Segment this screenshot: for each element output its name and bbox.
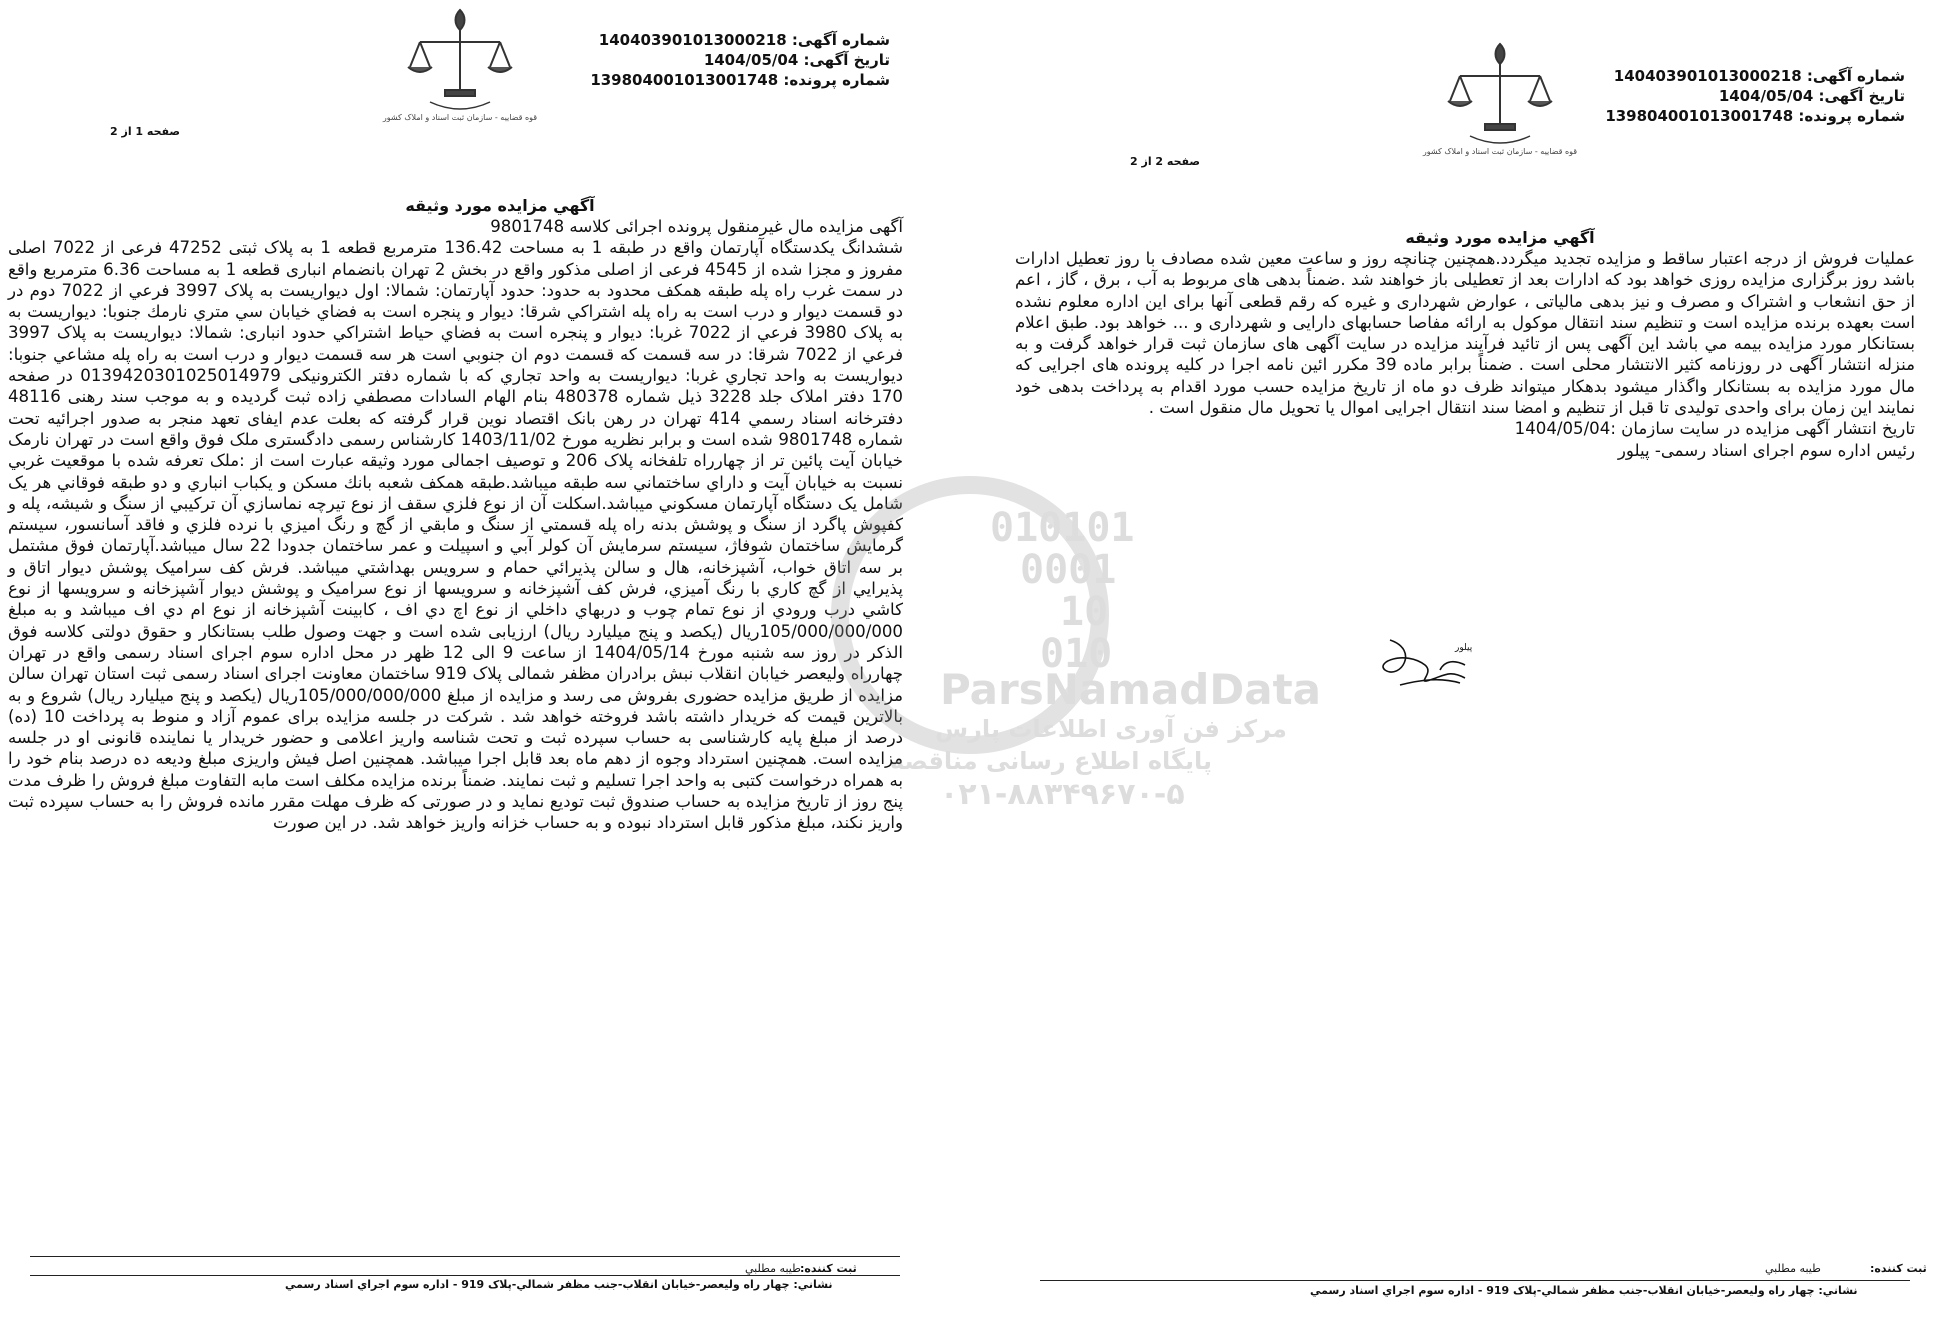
scales-emblem-icon [1422, 36, 1578, 161]
right-paragraph-main: عملیات فروش از درجه اعتبار ساقط و مزایده تجدید میگردد.همچنین چنانچه روز و ساعت معین شده مصادف با روز تعطیل ادارات باشد روز برگزاری مزایده روزی خواهد بود که ادارات بعد از تعطیلی باز خواهند شد .ضمناً بدهی های مربوط به آب ، برق ، گاز ، اعم از حق انشعاب و اشتراک و مصرف و نیز بدهی مالیاتی ، عوارض شهرداری و غیره که رقم قطعی آنها برای این اداره معلوم نشده است بعهده برنده مزایده است و تنظیم سند انتقال موکول به ارائه مفاصا حسابهای دارایی و شهرداری و ... خواهد بود. طبق اعلام بستانکار مورد مزایده بیمه مي باشد این آگهی پس از تائید فرآیند مزایده در سایت آگهی های سازمان ثبت قرار خواهد گرفت و به منزله انتشار آگهی در روزنامه کثیر الانتشار محلی است . ضمناً برابر ماده 39 مکرر ائین نامه اجرا در کلیه پرونده های اجرایی که مال مورد مزایده به بستانکار واگذار میشود بدهکار میتواند ظرف دو ماه از تاریخ مزایده حسب مورد اقدام به پرداخت بدهی خود نمایند این زمان برای واحدی تولیدی تا قبل از تنظیم و امضا سند انتقال اجرایی اموال یا تحویل مال منقول است . [1015, 249, 1915, 418]
notice-number: شماره آگهی: 140403901013000218 [1613, 67, 1905, 85]
left-paragraph-main: ششدانگ یکدستگاه آپارتمان واقع در طبقه 1 به مساحت 136.42 مترمربع قطعه 1 به پلاک ثبتی 47252 فرعی از 7022 اصلی مفروز و مجزا شده از 4545 فرعی از اصلی مذکور واقع در بخش 2 تهران بانضمام انباری قطعه 1 به مساحت 6.36 مترمربع واقع در سمت غرب راه پله طبقه همکف محدود به حدود: حدود آپارتمان: شمالا: اول دیواریست به پلاک 3997 فرعي از 7022 دوم در دو قسمت دیوار و درب است به راه پله اشتراکي شرقا: دیوار و پنجره است به فضاي خيابان سي متري نارمك جنوبا: دیواریست به به پلاک 3980 فرعي از 7022 غربا: دیوار و پنجره است به فضاي حياط اشتراكي حدود انباری: شمالا: ديواريست به پلاک 3997 فرعي از 7022 شرقا: در سه قسمت كه قسمت دوم ان جنوبي است هر سه قسمت ديوار و درب است به راه پله مشاعي جنوبا: ديواريست به واحد تجاري غربا: ديواريست به واحد تجاري كه با شماره دفتر الکترونیکی 013942030102501497‬9 در صفحه 170 دفتر املاک جلد 3228 ذیل شماره 480378 بنام الهام السادات مصطفي زاده ثبت گردیده و به موجب سند رهنی 48116 دفترخانه اسناد رسمي 414 تهران در رهن بانک اقتصاد نوین قرار گرفته که بعلت عدم ایفای تعهد منجر به صدور اجرائیه تحت شماره 9801748 شده است و برابر نظریه مورخ 1403/11/02 کارشناس رسمی دادگستری ملک فوق واقع است در تهران نارمک خیابان آیت پائین تر از چهارراه تلفخانه پلاک 206 و توصیف اجمالی مورد وثیقه عبارت است از :ملک تعرفه شده با موقعیت غربي نسبت به خيابان آيت و داراي ساختماني سه طبقه ميباشد.طبقه همكف شعبه بانك مسكن و يكباب انباري و دو طبقه فوقاني هر يک شامل يک دستگاه آپارتمان مسکوني ميباشد.اسکلت آن از نوع فلزي سقف از نوع تيرچه نماسازي آن ترکيبي از سنگ و شيشه، پله و کفپوش پاگرد از سنگ و پوشش بدنه راه پله قسمتي از سنگ و مابقي از گچ و رنگ اميزي با نرده فلزي و فاقد آسانسور، سيستم گرمايش ساختمان شوفاژ، سيستم سرمايش آن کولر آبي و اسپيلت و عمر ساختمان جدودا 22 سال ميباشد.آپارتمان فوق مشتمل بر سه اتاق خواب، آشپزخانه، هال و سالن پذيرائي حمام و سرويس بهداشتي ميباشد. فرش کف سراميک پوشش ديوار اتاق و پذيرايي از گچ کاري با رنگ آميزي، فرش کف آشپزخانه و سرويسها از نوع سراميک و پوشش ديوار آشپزخانه و سرويسها از نوع کاشي درب ورودي از نوع تمام چوب و دربهاي داخلي از نوع اچ دي اف ، کابينت آشپزخانه از نوع ام دي اف ميباشد و به مبلغ 105/000/000/000ريال (يکصد و پنج ميليارد ريال) ارزيابی شده است و جهت وصول طلب بستانکار و حقوق دولتی کلاسه فوق الذکر در روز سه شنبه مورخ 1404/05/14 از ساعت 9 الی 12 ظهر در محل اداره سوم اجرای اسناد رسمی واقع در تهران چهارراه وليعصر خيابان انقلاب نبش برادران مظفر شمالی پلاک 919 ساختمان معاونت اجرای اسناد رسمی ثبت استان تهران سالن مزایده از طریق مزایده حضوری بفروش می رسد و مزایده از مبلغ 105/000/000/000ريال (يکصد و پنج ميليارد ريال) شروع و به بالاترین قیمت که خریدار داشته باشد فروخته خواهد شد . شرکت در جلسه مزایده برای عموم آزاد و منوط به پرداخت 10 (ده) درصد از مبلغ پایه کارشناسی به حساب سپرده ثبت و تحت شناسه واریز اعلامی و حضور خریدار یا نماینده قانونی او در جلسه مزایده است. همچنین استرداد وجوه از دهم ماه بعد قابل اجرا میباشد. همچنین اصل فیش واریزی مبلغ ودیعه ده درصد بنام خود را به همراه درخواست کتبی به واحد اجرا تسلیم و ثبت نمایند. ضمناً برنده مزایده مکلف است مابه التفاوت مبلغ فروش را ظرف مدت پنج روز از تاریخ مزایده به حساب صندوق ثبت تودیع نماید و در صورتی که ظرف مهلت مقرر مانده فروش را به حساب سپرده ثبت واریز نکند، مبلغ مذکور قابل استرداد نبوده و به حساب خزانه واریز خواهد شد. در این صورت [8, 238, 904, 833]
left-ad-body [8, 216, 903, 834]
judiciary-emblem [1422, 36, 1578, 161]
notice-date: تاریخ آگهی: 1404/05/04 [1718, 87, 1905, 105]
left-footer-divider-2 [30, 1275, 900, 1276]
watermark-digits-4: 010 [1040, 631, 1113, 677]
right-registrar-label: ثبت کننده: [1870, 1262, 1927, 1275]
watermark-line2: پایگاه اطلاع رسانی مناقصه [890, 747, 1212, 775]
right-notice-meta [1600, 66, 1905, 126]
right-signatory: رئیس اداره سوم اجرای اسناد رسمی- پیلور [1617, 440, 1915, 460]
left-page-label: صفحه 1 از 2 [110, 125, 181, 138]
emblem-text: قوه قضاییه - سازمان ثبت اسناد و املاک کشور [1422, 147, 1578, 156]
watermark-brand: ParsNamadData [940, 665, 1321, 714]
left-registrar-label: ثبت کننده: [800, 1262, 857, 1275]
right-ad-body [1015, 248, 1915, 461]
left-ad-title: آگهي مزايده مورد وثيقه [405, 196, 595, 215]
left-paragraph-heading: آگهی مزایده مال غیرمنقول پرونده اجرائی کلاسه 9801748 [490, 217, 903, 236]
left-notice-meta [590, 30, 890, 90]
watermark-phone: ۰۲۱-۸۸۳۴۹۶۷۰-۵ [940, 777, 1185, 812]
handwritten-signature-icon [1370, 630, 1490, 700]
left-page [0, 0, 920, 1329]
right-page-label: صفحه 2 از 2 [1130, 155, 1201, 168]
scales-emblem-icon [382, 2, 538, 127]
judiciary-emblem [382, 2, 538, 127]
signature-text: پیلور [1455, 643, 1473, 653]
watermark-digits-2: 0001 [1020, 547, 1117, 593]
left-footer-divider [30, 1256, 900, 1257]
case-number: شماره پرونده: 139804001013001748 [590, 71, 890, 89]
right-publication-date: تاریخ انتشار آگهی مزایده در سایت سازمان :1404/05/04 [1514, 419, 1915, 439]
right-footer-address: نشاني: چهار راه وليعصر-خيابان انقلاب-جنب مظفر شمالي-پلاک 919 - اداره سوم اجراي اسناد رسمي [1310, 1284, 1858, 1297]
left-registrar-name: طيبه مطلبي [745, 1262, 801, 1275]
emblem-text: قوه قضاییه - سازمان ثبت اسناد و املاک کشور [382, 113, 538, 122]
right-footer-divider [1040, 1280, 1910, 1281]
signature [1370, 630, 1490, 704]
watermark-line1: مرکز فن آوری اطلاعات پارس [935, 715, 1287, 743]
watermark-digits-3: 10 [1060, 589, 1109, 635]
left-footer-address: نشاني: چهار راه وليعصر-خيابان انقلاب-جنب مظفر شمالي-پلاک 919 - اداره سوم اجراي اسناد رسمي [285, 1278, 833, 1291]
watermark-digits-1: 010101 [990, 505, 1135, 551]
case-number: شماره پرونده: 139804001013001748 [1605, 107, 1905, 125]
notice-number: شماره آگهی: 140403901013000218 [598, 31, 890, 49]
notice-date: تاریخ آگهی: 1404/05/04 [703, 51, 890, 69]
right-ad-title: آگهي مزايده مورد وثيقه [1405, 228, 1595, 247]
right-registrar-name: طيبه مطلبي [1765, 1262, 1821, 1275]
